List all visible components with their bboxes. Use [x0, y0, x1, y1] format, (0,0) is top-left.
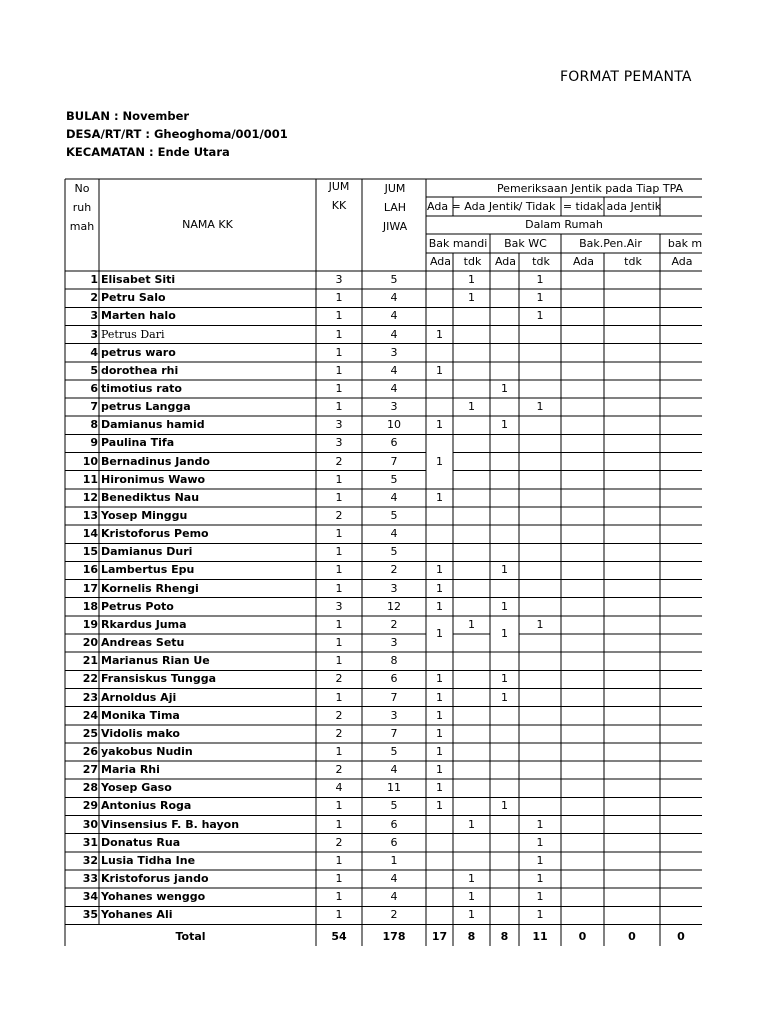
- row-jum-kk: 2: [335, 672, 343, 686]
- row-jum-jiwa: 5: [390, 744, 398, 758]
- row-no: 30: [82, 817, 98, 831]
- row-nama-kk: Marianus Rian Ue: [101, 654, 210, 668]
- row-no: 14: [82, 527, 98, 541]
- row-jum-kk: 1: [335, 617, 343, 631]
- row-nama-kk: Damianus hamid: [101, 418, 205, 432]
- header-no: mah: [69, 220, 95, 233]
- row-wc-ada: 1: [501, 599, 508, 613]
- row-nama-kk: Petrus Poto: [101, 599, 174, 613]
- row-wc-tdk: 1: [536, 853, 544, 867]
- total-kk: 54: [331, 930, 347, 943]
- row-nama-kk: petrus waro: [101, 345, 176, 359]
- header-legend-1: Ada = Ada Jentik: [427, 200, 520, 213]
- row-wc-ada: 1: [501, 381, 508, 395]
- row-no: 32: [82, 853, 98, 867]
- row-bm-tdk: 1: [468, 273, 475, 287]
- row-jum-jiwa: 3: [390, 636, 398, 650]
- row-jum-kk: 3: [335, 599, 343, 613]
- row-jum-kk: 3: [335, 418, 343, 432]
- header-jum-jiwa: JUM: [384, 182, 406, 195]
- row-jum-kk: 2: [335, 708, 343, 722]
- row-jum-kk: 1: [335, 744, 343, 758]
- row-no: 8: [90, 418, 98, 432]
- row-jum-jiwa: 5: [390, 509, 398, 523]
- row-jum-kk: 1: [335, 527, 343, 541]
- row-bm-tdk: 1: [468, 908, 475, 922]
- merged-wc-ada: 1: [501, 627, 508, 640]
- header-ada: Ada: [671, 255, 693, 268]
- row-wc-ada: 1: [501, 672, 508, 686]
- row-bm-ada: 1: [436, 708, 443, 722]
- row-nama-kk: Bernadinus Jando: [101, 454, 210, 468]
- row-no: 10: [82, 454, 98, 468]
- row-bm-tdk: 1: [468, 890, 475, 904]
- row-jum-jiwa: 1: [390, 853, 398, 867]
- header-dalam-rumah: Dalam Rumah: [525, 218, 603, 231]
- row-jum-jiwa: 10: [387, 418, 401, 432]
- row-wc-tdk: 1: [536, 400, 544, 414]
- row-jum-jiwa: 12: [387, 599, 401, 613]
- row-jum-kk: 2: [335, 763, 343, 777]
- row-bm-tdk: 1: [468, 872, 475, 886]
- header-legend-3: = tidak ada Jentik: [562, 200, 662, 213]
- row-jum-jiwa: 8: [390, 654, 398, 668]
- row-jum-jiwa: 4: [390, 490, 398, 504]
- total-pa-ada: 0: [578, 930, 587, 943]
- row-jum-kk: 1: [335, 636, 343, 650]
- row-jum-kk: 1: [335, 690, 343, 704]
- row-nama-kk: Damianus Duri: [101, 545, 193, 559]
- row-nama-kk: Monika Tima: [101, 708, 180, 722]
- row-jum-jiwa: 4: [390, 363, 398, 377]
- row-bm-tdk: 1: [468, 617, 475, 631]
- row-jum-kk: 2: [335, 454, 343, 468]
- row-wc-tdk: 1: [536, 617, 544, 631]
- header-bak-m: bak m: [667, 236, 703, 250]
- row-jum-kk: 1: [335, 363, 343, 377]
- row-jum-jiwa: 5: [390, 472, 398, 486]
- row-nama-kk: Yosep Gaso: [101, 781, 172, 795]
- row-nama-kk: Fransiskus Tungga: [101, 672, 217, 686]
- row-no: 16: [82, 563, 98, 577]
- row-no: 3: [90, 309, 98, 323]
- row-bm-tdk: 1: [468, 400, 475, 414]
- row-jum-kk: 1: [335, 563, 343, 577]
- row-bm-ada: 1: [436, 363, 443, 377]
- row-no: 22: [82, 672, 98, 686]
- header-jum-jiwa: JIWA: [382, 220, 408, 233]
- row-wc-tdk: 1: [536, 872, 544, 886]
- row-jum-jiwa: 6: [390, 817, 398, 831]
- row-nama-kk: Kristoforus Pemo: [101, 527, 209, 541]
- total-wc-ada: 8: [500, 930, 509, 943]
- row-jum-jiwa: 4: [390, 872, 398, 886]
- row-jum-jiwa: 4: [390, 890, 398, 904]
- row-jum-jiwa: 6: [390, 672, 398, 686]
- row-jum-kk: 1: [335, 581, 343, 595]
- row-bm-ada: 1: [436, 690, 443, 704]
- document-title: FORMAT PEMANTA: [560, 69, 692, 85]
- row-bm-ada: 1: [436, 763, 443, 777]
- total-jiwa: 178: [382, 930, 406, 943]
- row-jum-kk: 1: [335, 872, 343, 886]
- row-no: 15: [82, 545, 98, 559]
- row-nama-kk: dorothea rhi: [101, 363, 179, 377]
- row-no: 18: [82, 599, 98, 613]
- row-no: 4: [90, 345, 98, 359]
- row-jum-jiwa: 2: [390, 617, 398, 631]
- row-no: 23: [82, 690, 98, 704]
- row-jum-kk: 1: [335, 654, 343, 668]
- row-wc-ada: 1: [501, 418, 508, 432]
- header-ada: Ada: [572, 255, 595, 268]
- row-no: 24: [82, 708, 98, 722]
- kecamatan-label: KECAMATAN : Ende Utara: [66, 145, 230, 159]
- row-jum-kk: 1: [335, 327, 343, 341]
- row-no: 12: [82, 490, 98, 504]
- row-jum-jiwa: 11: [387, 781, 401, 795]
- row-wc-tdk: 1: [536, 309, 544, 323]
- row-no: 1: [90, 273, 98, 287]
- row-nama-kk: Marten halo: [101, 309, 176, 323]
- merged-bm-ada: 1: [436, 627, 443, 640]
- row-nama-kk: yakobus Nudin: [101, 744, 193, 758]
- row-nama-kk: Hironimus Wawo: [101, 472, 206, 486]
- row-nama-kk: Lusia Tidha Ine: [101, 853, 196, 867]
- row-nama-kk: Arnoldus Aji: [101, 690, 177, 704]
- row-jum-jiwa: 4: [390, 291, 398, 305]
- row-nama-kk: Vinsensius F. B. hayon: [101, 817, 240, 831]
- row-jum-jiwa: 7: [390, 726, 398, 740]
- row-no: 19: [82, 617, 98, 631]
- row-jum-jiwa: 4: [390, 381, 398, 395]
- row-wc-tdk: 1: [536, 890, 544, 904]
- row-jum-kk: 1: [335, 381, 343, 395]
- header-tdk: tdk: [463, 255, 482, 268]
- row-jum-jiwa: 6: [390, 436, 398, 450]
- row-bm-ada: 1: [436, 599, 443, 613]
- header-ada: Ada: [494, 255, 517, 268]
- row-no: 26: [82, 744, 98, 758]
- row-no: 20: [82, 636, 98, 650]
- total-bm-tdk: 8: [467, 930, 476, 943]
- row-jum-jiwa: 5: [390, 273, 398, 287]
- total-pa-tdk: 0: [628, 930, 636, 943]
- header-no: No: [74, 182, 90, 195]
- row-no: 13: [82, 509, 98, 523]
- row-bm-ada: 1: [436, 490, 443, 504]
- row-no: 29: [82, 799, 98, 813]
- row-wc-tdk: 1: [536, 291, 544, 305]
- row-jum-kk: 1: [335, 545, 343, 559]
- row-bm-ada: 1: [436, 327, 443, 341]
- header-bak-wc: Bak WC: [504, 236, 547, 250]
- row-nama-kk: Vidolis mako: [101, 726, 180, 740]
- row-jum-kk: 1: [335, 799, 343, 813]
- row-no: 27: [82, 763, 98, 777]
- row-no: 2: [90, 291, 98, 305]
- total-wc-tdk: 11: [532, 930, 548, 943]
- row-jum-kk: 3: [335, 273, 343, 287]
- row-no: 33: [82, 872, 98, 886]
- header-bak-pen-air: Bak.Pen.Air: [579, 236, 642, 250]
- header-nama-kk: NAMA KK: [182, 218, 233, 231]
- row-jum-jiwa: 2: [390, 908, 398, 922]
- row-jum-kk: 1: [335, 853, 343, 867]
- row-no: 31: [82, 835, 98, 849]
- row-no: 5: [90, 363, 98, 377]
- row-wc-tdk: 1: [536, 835, 544, 849]
- row-bm-ada: 1: [436, 799, 443, 813]
- row-nama-kk: Donatus Rua: [101, 835, 181, 849]
- row-no: 11: [82, 472, 98, 486]
- row-no: 35: [82, 908, 98, 922]
- row-jum-jiwa: 6: [390, 835, 398, 849]
- row-bm-ada: 1: [436, 418, 443, 432]
- row-bm-ada: 1: [436, 726, 443, 740]
- row-nama-kk: Paulina Tifa: [101, 436, 175, 450]
- row-jum-jiwa: 3: [390, 345, 398, 359]
- row-bm-ada: 1: [436, 672, 443, 686]
- row-jum-kk: 1: [335, 890, 343, 904]
- row-no: 21: [82, 654, 98, 668]
- row-jum-kk: 1: [335, 472, 343, 486]
- row-jum-jiwa: 4: [390, 327, 398, 341]
- row-nama-kk: Kristoforus jando: [101, 872, 209, 886]
- row-jum-jiwa: 4: [390, 763, 398, 777]
- row-nama-kk: Yosep Minggu: [101, 509, 188, 523]
- row-nama-kk: Benediktus Nau: [101, 490, 200, 504]
- row-nama-kk: Rkardus Juma: [101, 617, 187, 631]
- row-bm-ada: 1: [436, 563, 443, 577]
- row-no: 7: [90, 400, 98, 414]
- header-tdk: tdk: [624, 255, 642, 268]
- total-label: Total: [175, 930, 206, 943]
- row-jum-kk: 1: [335, 291, 343, 305]
- row-no: 25: [82, 726, 98, 740]
- row-jum-jiwa: 7: [390, 690, 398, 704]
- header-bak-mandi: Bak mandi: [428, 236, 488, 250]
- row-jum-kk: 1: [335, 345, 343, 359]
- row-wc-ada: 1: [501, 563, 508, 577]
- row-nama-kk: timotius rato: [101, 381, 182, 395]
- row-no: 28: [82, 781, 98, 795]
- row-nama-kk: Yohanes wenggo: [101, 890, 206, 904]
- header-legend-2: / Tidak: [518, 200, 556, 213]
- row-jum-kk: 1: [335, 309, 343, 323]
- row-nama-kk: Antonius Roga: [101, 799, 192, 813]
- row-jum-jiwa: 4: [390, 309, 398, 323]
- row-wc-tdk: 1: [536, 273, 544, 287]
- row-bm-ada: 1: [436, 581, 443, 595]
- row-bm-ada: 1: [436, 781, 443, 795]
- row-jum-kk: 4: [335, 781, 343, 795]
- row-no: 9: [90, 436, 98, 450]
- header-pemeriksaan: Pemeriksaan Jentik pada Tiap TPA: [496, 181, 684, 195]
- row-jum-kk: 1: [335, 400, 343, 414]
- header-no: ruh: [72, 201, 92, 214]
- row-jum-jiwa: 5: [390, 545, 398, 559]
- row-jum-kk: 3: [335, 436, 343, 450]
- row-nama-kk: Yohanes Ali: [101, 908, 173, 922]
- row-jum-jiwa: 3: [390, 581, 398, 595]
- header-ada: Ada: [429, 255, 452, 268]
- header-jum-kk: JUM: [328, 180, 350, 193]
- row-jum-kk: 2: [335, 726, 343, 740]
- row-no: 3: [90, 327, 98, 341]
- header-jum-kk: KK: [331, 199, 347, 212]
- row-jum-jiwa: 2: [390, 563, 398, 577]
- row-wc-tdk: 1: [536, 908, 544, 922]
- row-nama-kk: Petrus Dari: [101, 327, 165, 341]
- row-jum-jiwa: 7: [390, 454, 398, 468]
- total-m-ada: 0: [677, 930, 685, 943]
- row-jum-jiwa: 3: [390, 708, 398, 722]
- row-wc-ada: 1: [501, 799, 508, 813]
- row-wc-ada: 1: [501, 690, 508, 704]
- row-nama-kk: Andreas Setu: [101, 636, 185, 650]
- row-jum-jiwa: 3: [390, 400, 398, 414]
- bulan-label: BULAN : November: [66, 109, 190, 123]
- row-nama-kk: Elisabet Siti: [101, 273, 176, 287]
- row-no: 17: [82, 581, 98, 595]
- row-jum-kk: 1: [335, 490, 343, 504]
- row-jum-jiwa: 4: [390, 527, 398, 541]
- row-nama-kk: Lambertus Epu: [101, 563, 195, 577]
- row-jum-jiwa: 5: [390, 799, 398, 813]
- merged-bm-ada: 1: [436, 454, 443, 468]
- row-no: 6: [90, 381, 98, 395]
- row-wc-tdk: 1: [536, 817, 544, 831]
- row-bm-ada: 1: [436, 744, 443, 758]
- row-nama-kk: petrus Langga: [101, 400, 191, 414]
- header-tdk: tdk: [532, 255, 550, 268]
- row-nama-kk: Kornelis Rhengi: [101, 581, 199, 595]
- row-bm-tdk: 1: [468, 817, 475, 831]
- row-jum-kk: 2: [335, 835, 343, 849]
- row-jum-kk: 1: [335, 908, 343, 922]
- row-bm-tdk: 1: [468, 291, 475, 305]
- row-nama-kk: Maria Rhi: [101, 763, 160, 777]
- row-jum-kk: 2: [335, 509, 343, 523]
- header-jum-jiwa: LAH: [383, 201, 407, 214]
- row-no: 34: [82, 890, 98, 904]
- row-jum-kk: 1: [335, 817, 343, 831]
- total-bm-ada: 17: [431, 930, 448, 943]
- desa-label: DESA/RT/RT : Gheoghoma/001/001: [66, 127, 288, 141]
- row-nama-kk: Petru Salo: [101, 291, 166, 305]
